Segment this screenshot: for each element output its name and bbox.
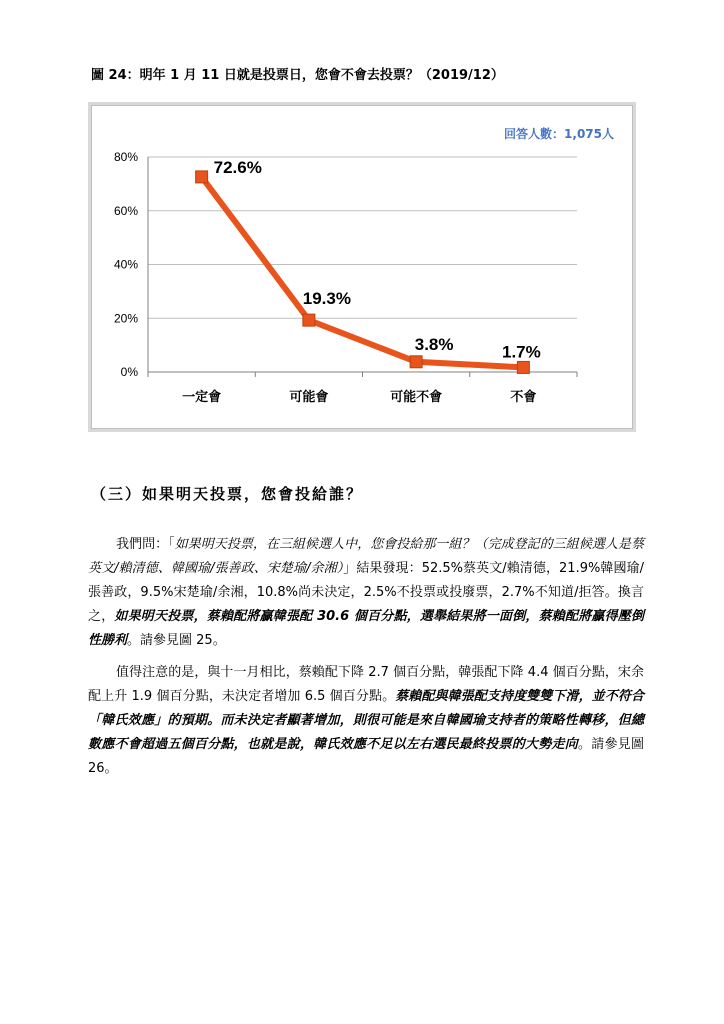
series-line [202, 177, 524, 368]
paragraph-segment: 我們問：「 [116, 537, 175, 552]
data-label: 19.3% [302, 289, 351, 309]
paragraph-segment: 。請參見圖 25。 [127, 633, 226, 648]
data-point-marker [517, 361, 529, 373]
paragraph-vote-intention [88, 533, 644, 653]
section-heading: （三）如果明天投票，您會投給誰？ [91, 485, 364, 503]
y-tick-label: 80% [113, 150, 138, 164]
data-point-marker [196, 171, 208, 183]
paragraph-segment: 如果明天投票，在三組候選人中，您會投給那一組？（完成登記的三組候選人是蔡英文/賴清德、韓國瑜/張善政、宋楚瑜/余湘） [88, 537, 644, 576]
data-label: 1.7% [502, 342, 541, 362]
y-tick-label: 40% [113, 257, 138, 272]
chart-area [91, 105, 633, 429]
paragraph-trend-analysis [88, 661, 644, 781]
paragraph-segment: 值得注意的是，與十一月相比，蔡賴配下降 2.7 個百分點，韓張配下降 4.4 個百分點，宋余配上升 1.9 個百分點，未決定者增加 6.5 個百分點。 [88, 665, 644, 704]
paragraph-segment: 」結果發現：52.5%蔡英文/賴清德，21.9%韓國瑜/張善政，9.5%宋楚瑜/余湘，10.8%尚未決定，2.5%不投票或投廢票，2.7%不知道/拒答。換言之， [88, 561, 644, 624]
x-category-label: 不會 [510, 390, 537, 405]
paragraph-segment: 蔡賴配與韓張配支持度雙雙下滑，並不符合「韓氏效應」的預期。而未決定者顯著增加，則很可能是來自韓國瑜支持者的策略性轉移，但總數應不會超過五個百分點，也就是說，韓氏效應不足以左右選民最終投票的大勢走向 [88, 689, 644, 752]
line-chart [92, 106, 634, 430]
x-category-label: 一定會 [182, 390, 222, 405]
data-label: 72.6% [213, 157, 262, 177]
x-category-label: 可能不會 [390, 390, 443, 405]
data-point-marker [410, 356, 422, 368]
data-point-marker [303, 314, 315, 326]
data-label: 3.8% [414, 334, 454, 354]
paragraph-segment: 如果明天投票，蔡賴配將贏韓張配 30.6 個百分點，選舉結果將一面倒，蔡賴配將贏得壓倒性勝利 [88, 609, 644, 648]
paragraph-segment: 。請參見圖 26。 [88, 737, 644, 776]
x-category-label: 可能會 [289, 390, 329, 405]
respondents-note: 回答人數：1,075人 [504, 127, 614, 141]
y-tick-label: 60% [113, 203, 138, 218]
y-tick-label: 0% [120, 365, 138, 379]
figure-caption: 圖 24：明年 1 月 11 日就是投票日，您會不會去投票？（2019/12） [91, 68, 504, 83]
chart-frame [88, 102, 636, 432]
y-tick-label: 20% [113, 311, 138, 326]
